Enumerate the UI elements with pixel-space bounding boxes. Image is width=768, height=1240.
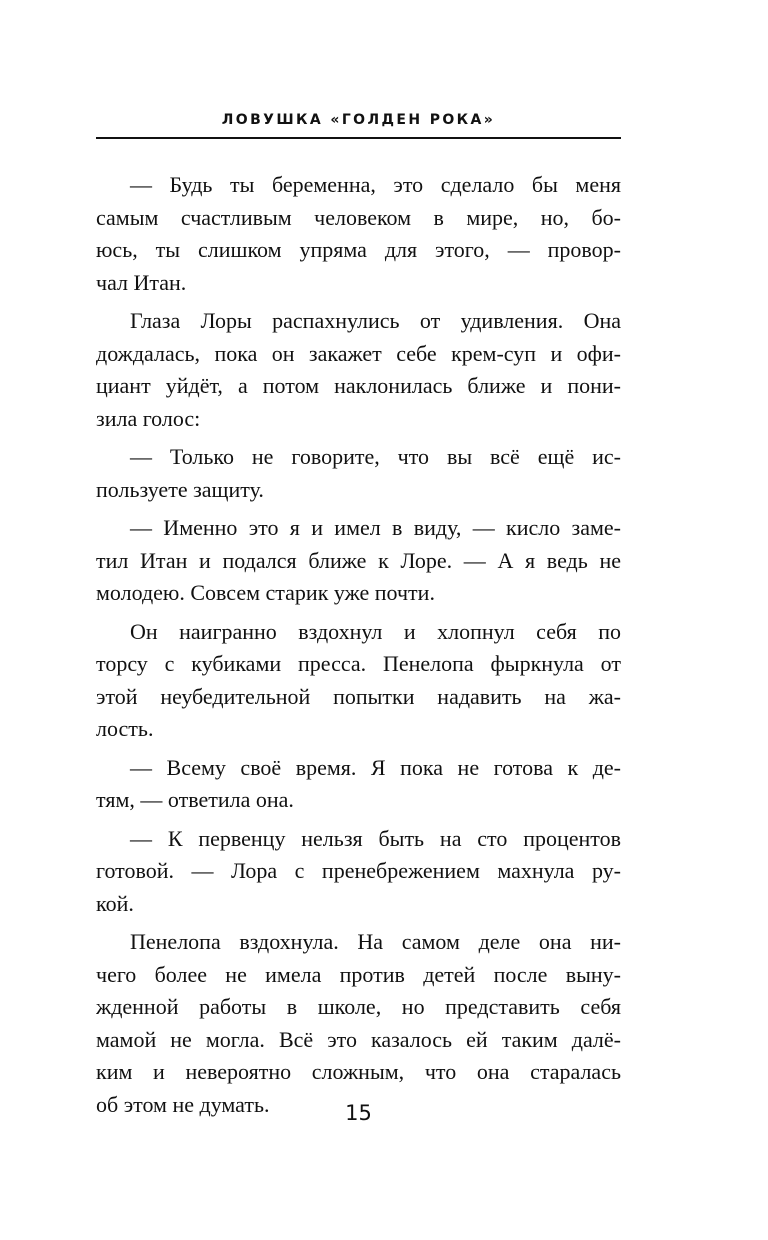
paragraph xyxy=(96,926,621,1121)
paragraph xyxy=(96,441,621,506)
text-line: — Только не говорите, что вы всё ещё ис- xyxy=(130,444,621,469)
text-line: юсь, ты слишком упряма для этого, — провор- xyxy=(96,237,621,262)
text-line: чего более не имела против детей после выну- xyxy=(96,961,621,987)
paragraph xyxy=(96,823,621,921)
text-line: об этом не думать. xyxy=(96,1091,270,1117)
text-line: этой неубедительной попытки надавить на жа- xyxy=(96,683,621,709)
running-header: ЛОВУШКА «ГОЛДЕН РОКА» xyxy=(221,112,496,128)
text-line: кой. xyxy=(96,890,134,916)
text-line: дождалась, пока он закажет себе крем-суп и офи- xyxy=(96,340,621,366)
paragraph xyxy=(96,616,621,746)
text-line: готовой. — Лора с пренебрежением махнула ру- xyxy=(96,858,621,883)
text-line: — Именно это я и имел в виду, — кисло заме- xyxy=(130,515,621,540)
paragraph xyxy=(96,305,621,435)
page-number: 15 xyxy=(345,1101,372,1125)
text-line: тям, — ответила она. xyxy=(96,787,294,812)
text-line: чал Итан. xyxy=(96,269,187,295)
text-line: жденной работы в школе, но представить себя xyxy=(96,994,621,1019)
text-line: торсу с кубиками пресса. Пенелопа фыркнула от xyxy=(96,651,621,676)
text-line: тил Итан и подался ближе к Лоре. — А я ведь не xyxy=(96,547,621,573)
text-line: Он наигранно вздохнул и хлопнул себя по xyxy=(130,618,621,644)
text-line: Глаза Лоры распахнулись от удивления. Она xyxy=(130,308,621,333)
body-text xyxy=(96,169,621,1121)
text-line: пользуете защиту. xyxy=(96,476,264,502)
text-line: — К первенцу нельзя быть на сто процентов xyxy=(130,825,621,851)
text-line: самым счастливым человеком в мире, но, бо- xyxy=(96,204,621,230)
paragraph xyxy=(96,752,621,817)
header-rule xyxy=(96,137,621,139)
text-line: — Всему своё время. Я пока не готова к де- xyxy=(130,754,621,780)
text-line: Пенелопа вздохнула. На самом деле она ни- xyxy=(130,929,621,954)
text-line: лость. xyxy=(96,716,154,741)
text-line: циант уйдёт, а потом наклонилась ближе и пони- xyxy=(96,373,621,398)
text-line: мамой не могла. Всё это казалось ей таким далё- xyxy=(96,1026,621,1052)
paragraph xyxy=(96,512,621,610)
text-line: ким и невероятно сложным, что она старалась xyxy=(96,1059,621,1084)
text-line: — Будь ты беременна, это сделало бы меня xyxy=(130,172,621,197)
paragraph xyxy=(96,169,621,299)
text-line: зила голос: xyxy=(96,405,201,431)
text-line: молодею. Совсем старик уже почти. xyxy=(96,580,435,605)
